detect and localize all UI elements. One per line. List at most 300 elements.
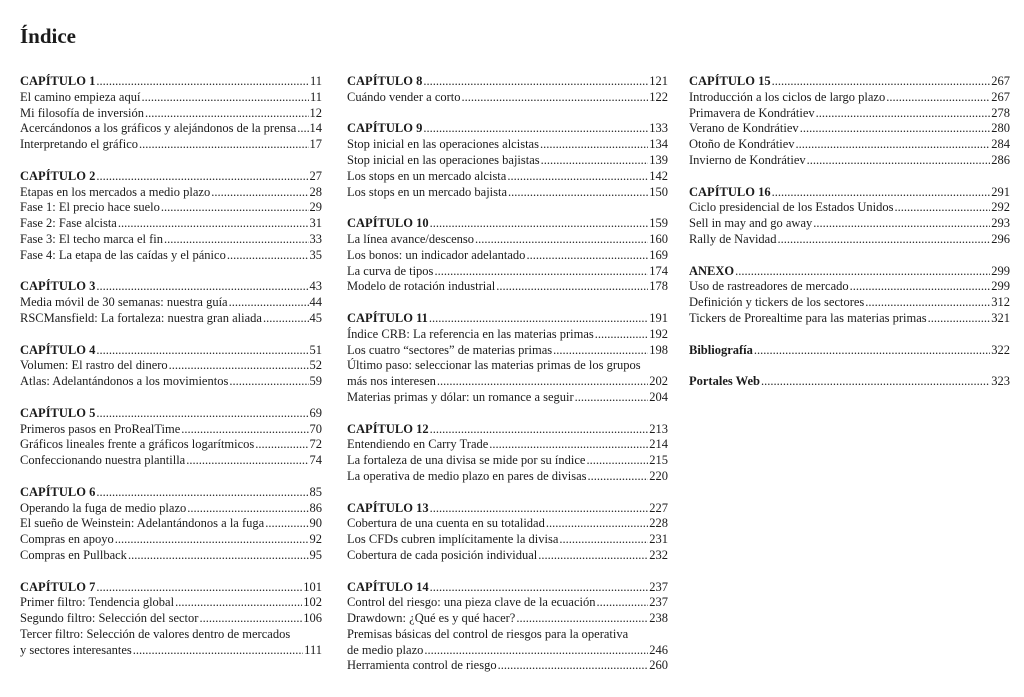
section-heading-label: CAPÍTULO 16: [689, 184, 771, 199]
entry-label: Verano de Kondrátiev: [689, 121, 799, 136]
dot-leader: [595, 327, 648, 343]
dot-leader: [169, 358, 309, 374]
toc-entry[interactable]: [20, 295, 322, 311]
page-number: 35: [309, 247, 322, 262]
section-heading[interactable]: [20, 169, 322, 185]
dot-leader: [263, 311, 309, 327]
toc-entry[interactable]: [347, 185, 668, 201]
toc-entry[interactable]: [20, 453, 322, 469]
toc-section: [347, 74, 668, 106]
page-number: 191: [649, 310, 668, 325]
dot-leader: [813, 216, 990, 232]
toc-entry[interactable]: [20, 106, 322, 122]
page-number: 228: [649, 516, 668, 531]
toc-entry[interactable]: [347, 390, 668, 406]
section-heading-label: CAPÍTULO 12: [347, 421, 429, 436]
toc-entry[interactable]: [689, 216, 1010, 232]
toc-entry[interactable]: [347, 437, 668, 453]
section-heading-label: CAPÍTULO 4: [20, 342, 96, 357]
toc-entry[interactable]: [689, 121, 1010, 137]
toc-entry[interactable]: [689, 279, 1010, 295]
page-number: 17: [309, 137, 322, 152]
page-number: 237: [649, 579, 668, 594]
section-heading[interactable]: [689, 264, 1010, 280]
toc-entry[interactable]: [347, 248, 668, 264]
dot-leader: [816, 106, 991, 122]
entry-label: Fase 2: Fase alcista: [20, 216, 117, 231]
page-number: 215: [649, 453, 668, 468]
entry-label: Primavera de Kondrátiev: [689, 105, 815, 120]
section-heading-label: CAPÍTULO 10: [347, 216, 429, 231]
dot-leader: [475, 232, 648, 248]
page-number: 92: [309, 532, 322, 547]
toc-column-3: [689, 74, 1010, 406]
toc-entry[interactable]: [20, 548, 322, 564]
entry-label: Segundo filtro: Selección del sector: [20, 611, 199, 626]
entry-label: Fase 4: La etapa de las caídas y el pánico: [20, 247, 226, 262]
page-number: 232: [649, 547, 668, 562]
page-number: 220: [649, 468, 668, 483]
toc-entry[interactable]: [20, 595, 322, 611]
entry-label: Los stops en un mercado bajista: [347, 184, 508, 199]
dot-leader: [553, 343, 648, 359]
toc-entry[interactable]: [347, 627, 668, 659]
entry-label: Ciclo presidencial de los Estados Unidos: [689, 200, 894, 215]
entry-label: Rally de Navidad: [689, 231, 777, 246]
dot-leader: [489, 437, 648, 453]
toc-entry[interactable]: [347, 169, 668, 185]
toc-entry[interactable]: [689, 106, 1010, 122]
entry-label: Interpretando el gráfico: [20, 137, 138, 152]
toc-entry[interactable]: [347, 279, 668, 295]
toc-section: [20, 279, 322, 326]
entry-label: La línea avance/descenso: [347, 231, 475, 246]
toc-entry[interactable]: [20, 501, 322, 517]
entry-label: Modelo de rotación industrial: [347, 279, 496, 294]
page-number: 14: [309, 121, 322, 136]
dot-leader: [540, 137, 648, 153]
toc-section: [347, 422, 668, 485]
dot-leader: [297, 121, 308, 137]
dot-leader: [430, 422, 649, 438]
toc-entry[interactable]: [689, 295, 1010, 311]
page-number: 11: [309, 74, 322, 88]
dot-leader: [96, 74, 309, 90]
page-number: 322: [991, 342, 1010, 357]
section-heading-label: CAPÍTULO 6: [20, 484, 96, 499]
entry-label: Primeros pasos en ProRealTime: [20, 421, 181, 436]
page-number: 280: [991, 121, 1010, 136]
entry-label: Tickers de Prorealtime para las materias primas: [689, 310, 927, 325]
page-number: 296: [991, 231, 1010, 246]
entry-label: Entendiendo en Carry Trade: [347, 437, 489, 452]
dot-leader: [430, 216, 649, 232]
entry-label: Sell in may and go away: [689, 216, 813, 231]
entry-label: y sectores interesantes: [20, 642, 132, 657]
section-heading[interactable]: [347, 311, 668, 327]
page-number: 299: [991, 279, 1010, 294]
entry-label: Los bonos: un indicador adelantado: [347, 247, 526, 262]
page-number: 291: [991, 184, 1010, 199]
toc-entry[interactable]: [347, 153, 668, 169]
dot-leader: [96, 279, 308, 295]
page-number: 72: [309, 437, 322, 452]
dot-leader: [597, 595, 649, 611]
page-number: 86: [309, 500, 322, 515]
page-number: 227: [649, 500, 668, 515]
toc-entry[interactable]: [347, 453, 668, 469]
page-number: 174: [649, 263, 668, 278]
toc-entry[interactable]: [20, 200, 322, 216]
dot-leader: [586, 453, 648, 469]
section-heading[interactable]: [347, 121, 668, 137]
page-number: 204: [649, 389, 668, 404]
page-number: 106: [303, 611, 322, 626]
section-heading[interactable]: [689, 374, 1010, 390]
page-number: 246: [649, 642, 668, 657]
entry-label: Cobertura de una cuenta en su totalidad: [347, 516, 545, 531]
toc-section: [20, 343, 322, 390]
entry-label-line: Último paso: seleccionar las materias primas de los grupos: [347, 358, 641, 373]
toc-section: [689, 264, 1010, 327]
section-heading[interactable]: [347, 501, 668, 517]
toc-entry[interactable]: [347, 264, 668, 280]
toc-entry[interactable]: [20, 611, 322, 627]
dot-leader: [772, 185, 991, 201]
dot-leader: [139, 137, 309, 153]
page-number: 231: [649, 532, 668, 547]
toc-entry[interactable]: [689, 311, 1010, 327]
page-number: 102: [303, 595, 322, 610]
dot-leader: [128, 548, 309, 564]
toc-column-1: [20, 74, 322, 674]
page-number: 278: [991, 105, 1010, 120]
dot-leader: [255, 437, 308, 453]
entry-label: La fortaleza de una divisa se mide por su índice: [347, 453, 586, 468]
dot-leader: [772, 74, 991, 90]
entry-label: Stop inicial en las operaciones bajistas: [347, 152, 540, 167]
entry-label-line: Premisas básicas del control de riesgos para la operativa: [347, 626, 629, 641]
dot-leader: [229, 374, 308, 390]
page-number: 90: [309, 516, 322, 531]
toc-entry[interactable]: [347, 658, 668, 674]
toc-entry[interactable]: [689, 137, 1010, 153]
section-heading-label: CAPÍTULO 11: [347, 310, 428, 325]
toc-entry[interactable]: [347, 611, 668, 627]
dot-leader: [498, 658, 649, 674]
toc-entry[interactable]: [20, 137, 322, 153]
dot-leader: [894, 200, 990, 216]
toc-section: [689, 374, 1010, 390]
section-heading-label: CAPÍTULO 2: [20, 168, 96, 183]
page-number: 292: [991, 200, 1010, 215]
page-number: 74: [309, 453, 322, 468]
toc-entry[interactable]: [20, 121, 322, 137]
section-heading[interactable]: [689, 185, 1010, 201]
dot-leader: [735, 264, 990, 280]
entry-label: Media móvil de 30 semanas: nuestra guía: [20, 295, 228, 310]
dot-leader: [429, 311, 648, 327]
entry-label: Materias primas y dólar: un romance a seguir: [347, 389, 574, 404]
dot-leader: [145, 106, 309, 122]
dot-leader: [508, 185, 648, 201]
dot-leader: [516, 611, 648, 627]
entry-label: Volumen: El rastro del dinero: [20, 358, 168, 373]
toc-section: [689, 74, 1010, 169]
section-heading-label: CAPÍTULO 7: [20, 579, 96, 594]
page-number: 111: [304, 642, 322, 657]
toc-section: [20, 406, 322, 469]
dot-leader: [538, 548, 648, 564]
toc-entry[interactable]: [347, 469, 668, 485]
page-number: 52: [309, 358, 322, 373]
dot-leader: [559, 532, 648, 548]
entry-label: Fase 1: El precio hace suelo: [20, 200, 160, 215]
toc-section: [347, 311, 668, 406]
entry-label: RSCMansfield: La fortaleza: nuestra gran aliada: [20, 310, 262, 325]
dot-leader: [118, 216, 309, 232]
toc-entry[interactable]: [20, 627, 322, 659]
dot-leader: [96, 343, 308, 359]
page-number: 169: [649, 247, 668, 262]
page-number: 267: [991, 74, 1010, 88]
page-number: 312: [991, 295, 1010, 310]
dot-leader: [96, 485, 308, 501]
dot-leader: [96, 580, 302, 596]
toc-entry[interactable]: [347, 595, 668, 611]
entry-label: Gráficos lineales frente a gráficos logarítmicos: [20, 437, 255, 452]
page-number: 214: [649, 437, 668, 452]
page-number: 11: [309, 89, 322, 104]
dot-leader: [546, 516, 648, 532]
toc-entry[interactable]: [20, 532, 322, 548]
section-heading[interactable]: [689, 74, 1010, 90]
dot-leader: [800, 121, 991, 137]
toc-entry[interactable]: [689, 200, 1010, 216]
dot-leader: [496, 279, 648, 295]
page-number: 122: [649, 89, 668, 104]
dot-leader: [777, 232, 990, 248]
dot-leader: [807, 153, 991, 169]
toc-entry[interactable]: [347, 90, 668, 106]
entry-label: La operativa de medio plazo en pares de divisas: [347, 468, 587, 483]
section-heading[interactable]: [347, 74, 668, 90]
dot-leader: [186, 453, 308, 469]
toc-section: [20, 74, 322, 153]
section-heading[interactable]: [20, 406, 322, 422]
page-number: 70: [309, 421, 322, 436]
page-number: 27: [309, 168, 322, 183]
entry-label: Compras en Pullback: [20, 547, 127, 562]
page-number: 51: [309, 342, 322, 357]
page-number: 12: [309, 105, 322, 120]
toc-entry[interactable]: [689, 90, 1010, 106]
dot-leader: [928, 311, 991, 327]
page-number: 202: [649, 374, 668, 389]
entry-label: Drawdown: ¿Qué es y qué hacer?: [347, 611, 516, 626]
page-number: 45: [309, 310, 322, 325]
dot-leader: [865, 295, 990, 311]
section-heading[interactable]: [20, 279, 322, 295]
page-number: 293: [991, 216, 1010, 231]
dot-leader: [526, 248, 648, 264]
toc-entry[interactable]: [20, 422, 322, 438]
page-number: 323: [991, 374, 1010, 389]
entry-label: Definición y tickers de los sectores: [689, 295, 865, 310]
dot-leader: [424, 643, 648, 659]
entry-label: más nos interesen: [347, 374, 436, 389]
page-number: 31: [309, 216, 322, 231]
dot-leader: [227, 248, 309, 264]
page-number: 85: [309, 484, 322, 499]
entry-label: Confeccionando nuestra plantilla: [20, 453, 186, 468]
toc-entry[interactable]: [347, 137, 668, 153]
section-heading-label: CAPÍTULO 13: [347, 500, 429, 515]
toc-entry[interactable]: [20, 185, 322, 201]
entry-label: Primer filtro: Tendencia global: [20, 595, 175, 610]
toc-section: [20, 580, 322, 659]
dot-leader: [181, 422, 308, 438]
toc-section: [347, 216, 668, 295]
dot-leader: [437, 374, 648, 390]
page-number: 101: [303, 579, 322, 594]
page-number: 29: [309, 200, 322, 215]
toc-entry[interactable]: [347, 232, 668, 248]
page-number: 142: [649, 168, 668, 183]
page-number: 95: [309, 547, 322, 562]
dot-leader: [423, 74, 648, 90]
toc-section: [689, 185, 1010, 248]
entry-label: Cuándo vender a corto: [347, 89, 461, 104]
section-heading[interactable]: [689, 343, 1010, 359]
toc-section: [689, 343, 1010, 359]
toc-entry[interactable]: [20, 232, 322, 248]
entry-label: Control del riesgo: una pieza clave de la ecuación: [347, 595, 596, 610]
page-number: 134: [649, 137, 668, 152]
page-title: Índice: [20, 24, 77, 48]
section-heading-label: CAPÍTULO 5: [20, 405, 96, 420]
entry-label: Uso de rastreadores de mercado: [689, 279, 849, 294]
section-heading-label: CAPÍTULO 8: [347, 74, 423, 88]
section-heading-label: CAPÍTULO 3: [20, 279, 96, 294]
dot-leader: [211, 185, 308, 201]
toc-section: [347, 580, 668, 675]
dot-leader: [265, 516, 308, 532]
section-heading[interactable]: [347, 580, 668, 596]
dot-leader: [796, 137, 991, 153]
toc-column-2: [347, 74, 668, 690]
section-heading-label: Portales Web: [689, 374, 760, 389]
toc-section: [20, 485, 322, 564]
dot-leader: [423, 121, 648, 137]
page-number: 150: [649, 184, 668, 199]
page-number: 139: [649, 152, 668, 167]
section-heading-label: CAPÍTULO 14: [347, 579, 429, 594]
dot-leader: [229, 295, 309, 311]
page-number: 133: [649, 121, 668, 136]
toc-entry[interactable]: [20, 516, 322, 532]
section-heading[interactable]: [20, 580, 322, 596]
entry-label: El camino empieza aquí: [20, 89, 141, 104]
entry-label: Etapas en los mercados a medio plazo: [20, 184, 211, 199]
toc-entry[interactable]: [20, 311, 322, 327]
section-heading-label: CAPÍTULO 15: [689, 74, 771, 88]
page-number: 159: [649, 216, 668, 231]
toc-section: [20, 169, 322, 264]
section-heading[interactable]: [20, 74, 322, 90]
page-number: 286: [991, 152, 1010, 167]
toc-entry[interactable]: [20, 437, 322, 453]
dot-leader: [141, 90, 309, 106]
toc-entry[interactable]: [347, 327, 668, 343]
dot-leader: [96, 169, 308, 185]
entry-label: Otoño de Kondrátiev: [689, 137, 795, 152]
page-number: 321: [991, 310, 1010, 325]
toc-entry[interactable]: [347, 343, 668, 359]
section-heading-label: Bibliografía: [689, 342, 753, 357]
page-number: 284: [991, 137, 1010, 152]
entry-label: Los cuatro “sectores” de materias primas: [347, 342, 553, 357]
page-number: 28: [309, 184, 322, 199]
page-number: 178: [649, 279, 668, 294]
toc-entry[interactable]: [347, 516, 668, 532]
toc-entry[interactable]: [20, 358, 322, 374]
dot-leader: [430, 501, 649, 517]
section-heading[interactable]: [20, 343, 322, 359]
toc-section: [347, 121, 668, 200]
toc-entry[interactable]: [20, 374, 322, 390]
dot-leader: [754, 343, 990, 359]
toc-entry[interactable]: [347, 548, 668, 564]
toc-entry[interactable]: [689, 232, 1010, 248]
entry-label: Atlas: Adelantándonos a los movimientos: [20, 374, 229, 389]
entry-label: El sueño de Weinstein: Adelantándonos a la fuga: [20, 516, 265, 531]
entry-label: de medio plazo: [347, 642, 424, 657]
entry-label-line: Tercer filtro: Selección de valores dentro de mercados: [20, 626, 291, 641]
entry-label: Fase 3: El techo marca el fin: [20, 231, 163, 246]
dot-leader: [133, 643, 303, 659]
dot-leader: [588, 469, 649, 485]
dot-leader: [430, 580, 649, 596]
dot-leader: [164, 232, 309, 248]
toc-entry[interactable]: [20, 248, 322, 264]
toc-entry[interactable]: [347, 358, 668, 390]
page-number: 237: [649, 595, 668, 610]
dot-leader: [175, 595, 302, 611]
toc-entry[interactable]: [20, 90, 322, 106]
dot-leader: [462, 90, 649, 106]
dot-leader: [434, 264, 648, 280]
section-heading[interactable]: [20, 485, 322, 501]
entry-label: Introducción a los ciclos de largo plazo: [689, 89, 886, 104]
page-number: 299: [991, 263, 1010, 278]
toc-entry[interactable]: [20, 216, 322, 232]
entry-label: La curva de tipos: [347, 263, 434, 278]
section-heading[interactable]: [347, 216, 668, 232]
toc-entry[interactable]: [347, 532, 668, 548]
page-number: 43: [309, 279, 322, 294]
page-number: 267: [991, 89, 1010, 104]
dot-leader: [850, 279, 991, 295]
section-heading[interactable]: [347, 422, 668, 438]
toc-entry[interactable]: [689, 153, 1010, 169]
page-number: 33: [309, 231, 322, 246]
entry-label: Índice CRB: La referencia en las materias primas: [347, 326, 594, 341]
section-heading-label: CAPÍTULO 9: [347, 121, 423, 136]
page-number: 238: [649, 611, 668, 626]
entry-label: Herramienta control de riesgo: [347, 658, 497, 673]
entry-label: Los stops en un mercado alcista: [347, 168, 507, 183]
